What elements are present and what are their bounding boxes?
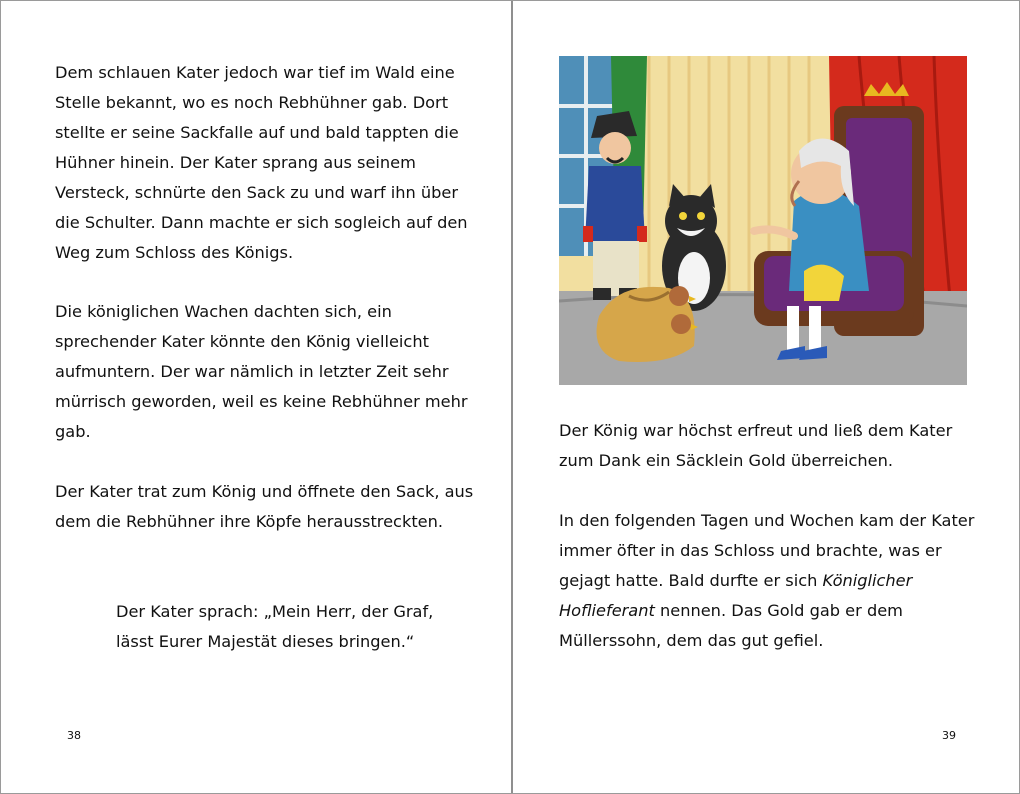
paragraph-1: Dem schlauen Kater jedoch war tief im Wald eine Stelle bekannt, wo es noch Rebhühner gab. Dort stellte er seine Sackfalle auf und bald tappten die Hühner hinein. Der Kater sprang aus seinem Versteck, schnürte den Sack zu und warf ihn über die Schulter. Dann machte er sich sogleich auf den Weg zum Schloss des Königs. — [55, 63, 468, 262]
paragraph-3: Der Kater trat zum König und öffnete den Sack, aus dem die Rebhühner ihre Köpfe herausstreckten. — [55, 482, 474, 531]
paragraph-4: Der König war höchst erfreut und ließ dem Kater zum Dank ein Säcklein Gold überreichen. — [559, 421, 953, 470]
page-number-left: 38 — [67, 729, 81, 742]
illustration-image — [559, 56, 967, 385]
quote-block — [116, 597, 476, 657]
paragraph-5-italic: Königlicher Hoflieferant — [559, 571, 913, 620]
right-page — [513, 1, 1019, 793]
illustration-king-and-cat — [559, 56, 967, 385]
paragraph-2: Die königlichen Wachen dachten sich, ein sprechender Kater könnte den König vielleicht aufmuntern. Der war nämlich in letzter Zeit sehr mürrisch geworden, weil es keine Rebhühner mehr gab. — [55, 302, 468, 441]
quote-line-1: Der Kater sprach: „Mein Herr, der Graf, — [116, 602, 434, 621]
left-page — [1, 1, 511, 793]
paragraph-5 — [559, 506, 989, 656]
paragraph-5-start: In den folgenden Tagen und Wochen kam der Kater immer öfter in das Schloss und brachte, was er gejagt hatte. Bald durfte er sich — [559, 511, 975, 590]
page-number-right: 39 — [942, 729, 956, 742]
quote-line-2: lässt Eurer Majestät dieses bringen.“ — [116, 632, 415, 651]
paragraph-5-end: nennen. Das Gold gab er dem Müllerssohn, dem das gut gefiel. — [559, 601, 903, 650]
